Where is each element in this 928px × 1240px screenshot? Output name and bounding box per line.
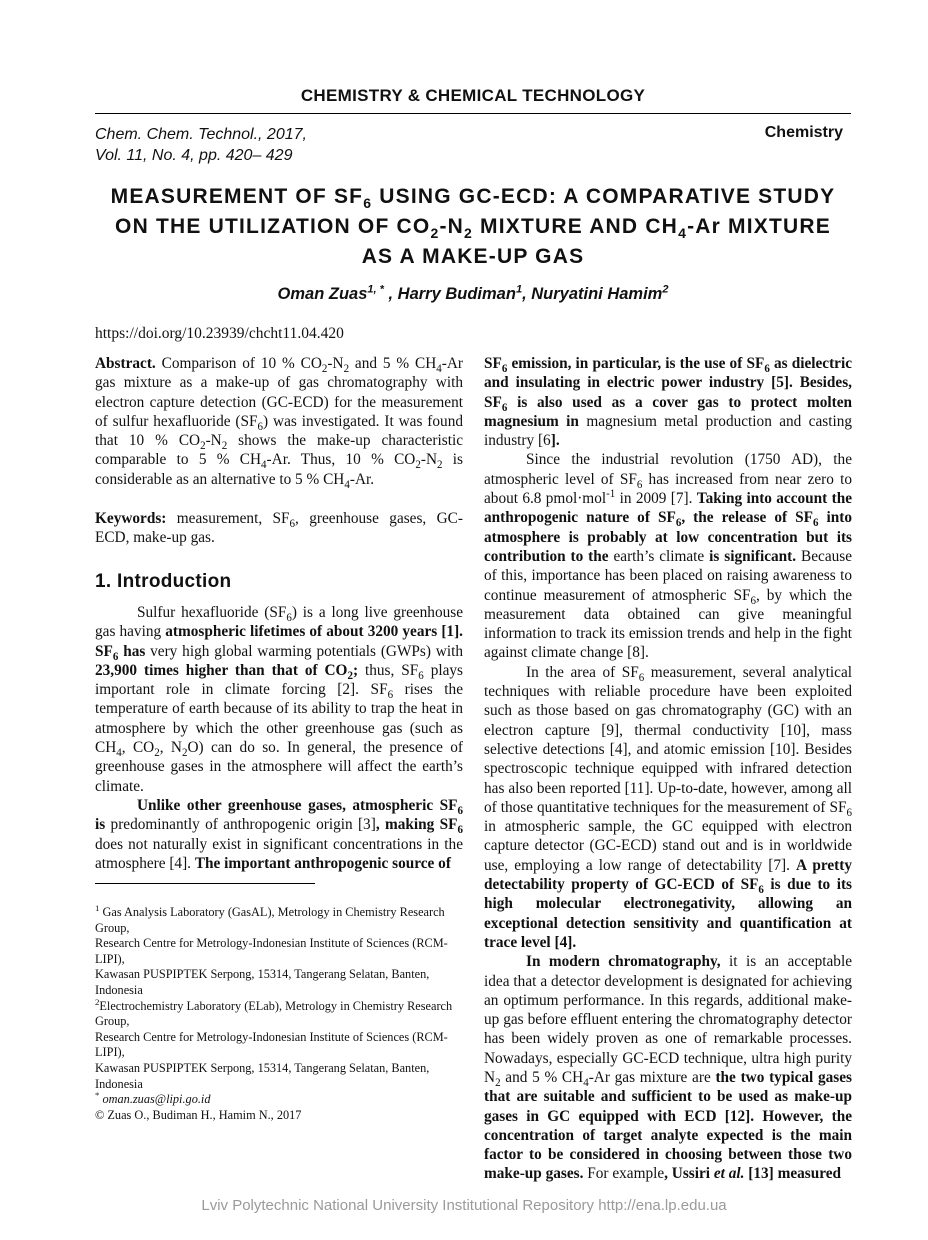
title-line-3: AS A MAKE-UP GAS bbox=[361, 245, 585, 268]
intro-paragraph-1: Sulfur hexafluoride $(SF_6)$ is a long live greenhouse gas having atmospheric lifetimes of about 3200 years [1]. $SF_6$ has very high global warming potentials (GWPs) with 23,900 times higher than that of $CO_2$; thus, $SF_6$ plays important role in climate forcing [2]. $SF_6$ rises the temperature of earth because of its ability to trap the heat in atmosphere by which the other greenhouse gas (such as $CH_4$, $CO_2$, $N_2O$) can do so. In general, the presence of greenhouse gases in the atmosphere will affect the earth’s climate. bbox=[95, 603, 463, 795]
footnote-email: * oman.zuas@lipi.go.id bbox=[95, 1090, 211, 1107]
intro-paragraph-4: In the area of $SF_6$ measurement, several analytical techniques with reliable procedure have been exploited such as those based on gas chromatography (GC) with an electron capture [9], thermal conductivity [10], mass selective detections [4], and atomic emission [10]. Besides spectroscopic technique equipped with infrared detection has also been reported [11]. Up-to-date, however, among all of those quantitative techniques for the measurement of $SF_6$ in atmospheric sample, the GC equipped with electron capture detector (GC-ECD) stand out and is in worldwide use, employing a low range of detectability [7]. A pretty detectability property of GC-ECD of $SF_6$ is due to its high molecular electronegativity, allowing an exceptional detection sensitivity and quantification at trace level [4]. bbox=[484, 663, 852, 951]
header-divider bbox=[95, 113, 851, 114]
footnote-affiliation-2-address: Kawasan PUSPIPTEK Serpong, 15314, Tangerang Selatan, Banten, Indonesia bbox=[95, 1060, 430, 1091]
article-title bbox=[95, 182, 851, 272]
citation bbox=[95, 124, 307, 166]
title-line-2: ON THE UTILIZATION OF $CO_2-N_2$ MIXTURE AND $CH_4-Ar$ MIXTURE bbox=[115, 215, 831, 242]
intro-paragraph-2-cont: $SF_6$ emission, in particular, is the use of $SF_6$ as dielectric and insulating in electric power industry [5]. Besides, $SF_6$ is also used as a cover gas to protect molten magnesium in magnesium metal production and casting industry [6]. bbox=[484, 355, 853, 450]
footnote-affiliation-1-institute: Research Centre for Metrology-Indonesian Institute of Sciences (RCM-LIPI), bbox=[95, 936, 448, 966]
intro-paragraph-2: Unlike other greenhouse gases, atmospheric $SF_6$ is predominantly of anthropogenic origin [3], making $SF_6$ does not naturally exist in significant concentrations in the atmosphere [4]. The important anthropogenic source of bbox=[95, 796, 463, 872]
title-line-1: MEASUREMENT OF $SF_6$ USING GC-ECD: A COMPARATIVE STUDY bbox=[110, 185, 836, 212]
section-heading-introduction: 1. Introduction bbox=[95, 570, 232, 592]
citation-line-2: Vol. 11, No. 4, pp. 420– 429 bbox=[95, 147, 293, 164]
footnote-copyright: © Zuas O., Budiman H., Hamim N., 2017 bbox=[95, 1107, 302, 1122]
repository-footer: Lviv Polytechnic National University Institutional Repository http://ena.lp.edu.ua bbox=[201, 1197, 727, 1214]
footnote-affiliation-1-address: Kawasan PUSPIPTEK Serpong, 15314, Tangerang Selatan, Banten, Indonesia bbox=[95, 967, 430, 997]
footnote-affiliation-2-institute: Research Centre for Metrology-Indonesian Institute of Sciences (RCM-LIPI), bbox=[95, 1029, 448, 1060]
keywords: Keywords: measurement, $SF_6$, greenhouse gases, GC-ECD, make-up gas. bbox=[95, 510, 463, 547]
footnotes bbox=[95, 902, 463, 1123]
journal-header: CHEMISTRY & CHEMICAL TECHNOLOGY bbox=[300, 86, 646, 105]
section-label: Chemistry bbox=[764, 124, 843, 141]
footnote-divider bbox=[95, 883, 315, 884]
abstract: Abstract. Comparison of 10 % $CO_2-N_2$ and 5 % $CH_4-Ar$ gas mixture as a make-up of gas chromatography with electron capture detection (GC-ECD) for the measurement of sulfur hexafluoride $(SF_6)$ was investigated. It was found that 10 % $CO_2-N_2$ shows the make-up characteristic comparable to 5 % $CH_4-Ar$. Thus, 10 % $CO_2-N_2$ is considerable as an alternative to 5 % $CH_4-Ar$. bbox=[95, 355, 464, 491]
footnote-affiliation-1: $^1$ Gas Analysis Laboratory (GasAL), Metrology in Chemistry Research Group, bbox=[95, 902, 445, 935]
footnote-affiliation-2: $^2$Electrochemistry Laboratory (ELab), Metrology in Chemistry Research Group, bbox=[95, 996, 453, 1029]
citation-line-1: Chem. Chem. Technol., 2017, bbox=[95, 126, 307, 143]
right-column bbox=[484, 354, 852, 1184]
left-column bbox=[95, 354, 463, 873]
doi-link[interactable]: https://doi.org/10.23939/chcht11.04.420 bbox=[95, 325, 344, 342]
authors: Oman Zuas$^{1, *}$ , Harry Budiman$^1$, Nuryatini Hamim$^2$ bbox=[277, 283, 669, 303]
intro-paragraph-3: Since the industrial revolution (1750 AD), the atmospheric level of $SF_6$ has increased from near zero to about 6.8 pmol·mol$^{-1}$ in 2009 [7]. Taking into account the anthropogenic nature of $SF_6$, the release of $SF_6$ into atmosphere is probably at low concentration but its contribution to the earth’s climate is significant. Because of this, importance has been placed on raising awareness to continue measurement of atmospheric $SF_6$, by which the measurement data obtained can give meaningful information to track its emission trends and help in the fight against climate change [8]. bbox=[484, 451, 853, 662]
intro-paragraph-5: In modern chromatography, it is an acceptable idea that a detector development is designated for achieving an optimum performance. In this regards, additional make-up gas before effluent entering the chromatography detector has been widely proven as one of remarkable processes. Nowadays, especially GC-ECD technique, ultra high purity $N_2$ and 5 % $CH_4-Ar$ gas mixture are the two typical gases that are suitable and sufficient to be used as make-up gases in GC equipped with ECD [12]. However, the concentration of target analyte expected is the main factor to be considered in choosing between those two make-up gases. For example, Ussiri et al. [13] measured bbox=[484, 953, 852, 1183]
